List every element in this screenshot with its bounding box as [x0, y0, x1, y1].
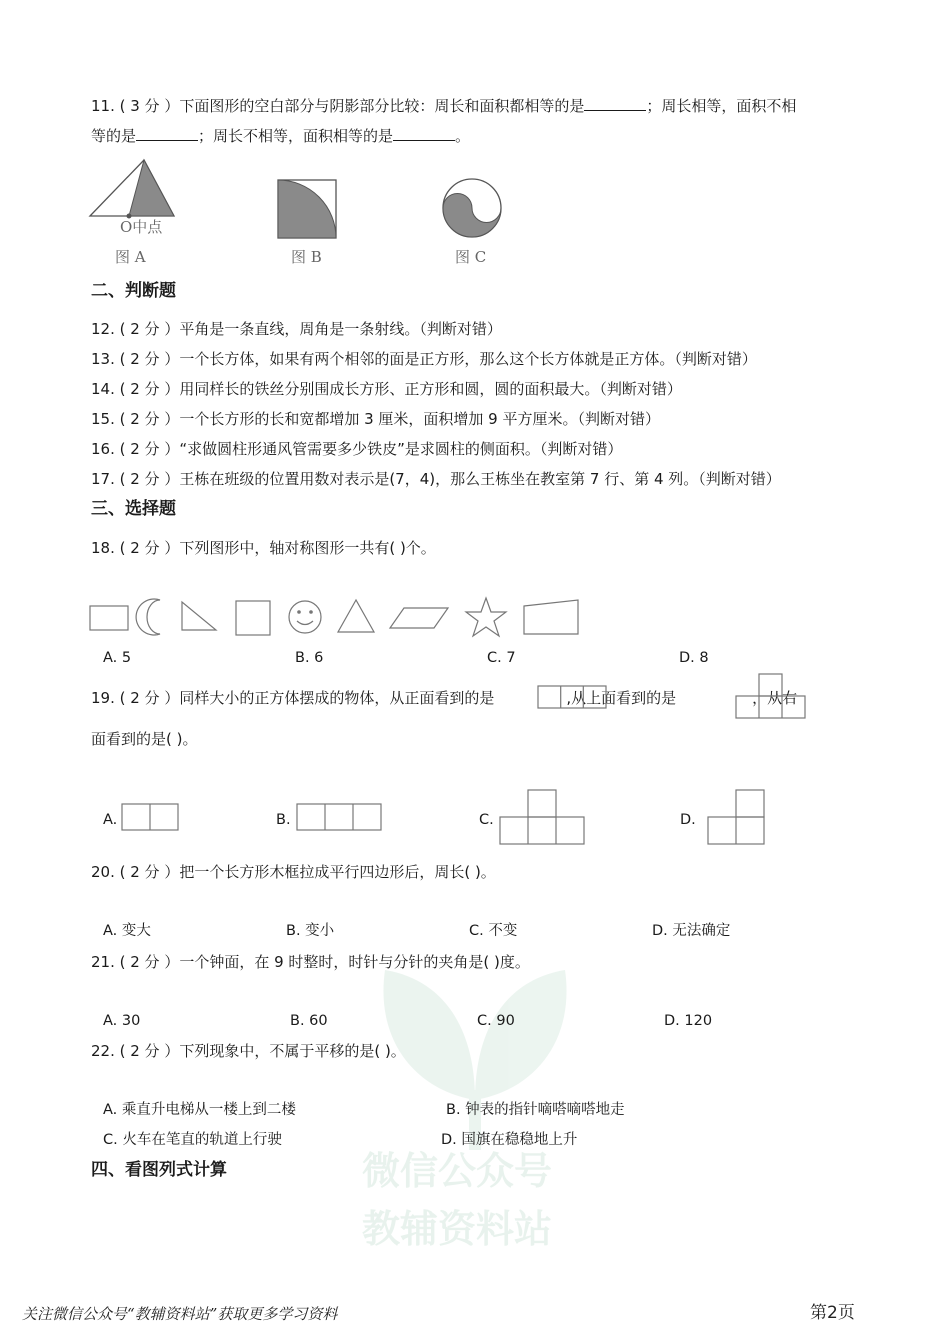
section-3-title: 三、选择题 [91, 499, 176, 519]
q21-option-b[interactable]: B. 60 [290, 1013, 328, 1029]
trapezoid-shape [524, 600, 578, 634]
q18-option-b[interactable]: B. 6 [295, 650, 324, 666]
rectangle-shape [90, 606, 128, 630]
q19-top-view [736, 674, 806, 720]
smiley-shape [289, 601, 321, 633]
q19-option-c-figure [500, 790, 586, 846]
q18-option-a[interactable]: A. 5 [103, 650, 132, 666]
q20-option-b[interactable]: B. 变小 [286, 923, 335, 939]
figure-c-label: 图 C [455, 248, 487, 266]
q11-blank-1 [584, 96, 646, 111]
question-20: 20. ( 2 分 ）把一个长方形木框拉成平行四边形后，周长( )。 [91, 863, 496, 881]
question-18: 18. ( 2 分 ）下列图形中，轴对称图形一共有( )个。 [91, 539, 436, 557]
question-14: 14. ( 2 分 ）用同样长的铁丝分别围成长方形、正方形和圆，圆的面积最大。（判断对错） [91, 380, 682, 398]
q19-front-view [538, 686, 608, 710]
question-16: 16. ( 2 分 ）“求做圆柱形通风管需要多少铁皮”是求圆柱的侧面积。（判断对错） [91, 440, 623, 458]
watermark-text-2: 教辅资料站 [362, 1207, 553, 1251]
q11-line-1: 11. ( 3 分 ）下面图形的空白部分与阴影部分比较：周长和面积都相等的是 ；周长相等，面积不相 [91, 97, 797, 115]
q11-blank-3 [393, 126, 455, 141]
figure-a-point-label: O中点 [120, 218, 163, 236]
watermark-text-1: 微信公众号 [362, 1149, 553, 1193]
question-21: 21. ( 2 分 ）一个钟面，在 9 时整时，时针与分针的夹角是( )度。 [91, 953, 530, 971]
figure-a-label: 图 A [115, 248, 146, 266]
q18-option-d[interactable]: D. 8 [679, 650, 709, 666]
q21-option-d[interactable]: D. 120 [664, 1013, 713, 1029]
figure-b-label: 图 B [291, 248, 322, 266]
q11-line-2: 等的是 ；周长不相等，面积相等的是 。 [91, 127, 471, 145]
q19-option-b-figure [297, 804, 383, 832]
q22-option-c[interactable]: C. 火车在笔直的轨道上行驶 [103, 1132, 282, 1148]
q22-option-d[interactable]: D. 国旗在稳稳地上升 [441, 1132, 578, 1148]
question-15: 15. ( 2 分 ）一个长方形的长和宽都增加 3 厘米，面积增加 9 平方厘米。（判断对错） [91, 410, 660, 428]
question-12: 12. ( 2 分 ）平角是一条直线，周角是一条射线。（判断对错） [91, 320, 502, 338]
q19-option-a[interactable]: A. [103, 812, 118, 828]
q19-line-1: 19. ( 2 分 ）同样大小的正方体摆成的物体，从正面看到的是 ,从上面看到的是 ，从右 [91, 689, 798, 707]
figure-b-quarter-circle [278, 180, 336, 238]
q22-option-a[interactable]: A. 乘直升电梯从一楼上到二楼 [103, 1102, 296, 1118]
q20-option-c[interactable]: C. 不变 [469, 923, 518, 939]
question-13: 13. ( 2 分 ）一个长方体，如果有两个相邻的面是正方形，那么这个长方体就是正方体。（判断对错） [91, 350, 757, 368]
right-triangle-shape [182, 602, 216, 630]
q22-option-b[interactable]: B. 钟表的指针嘀嗒嘀嗒地走 [446, 1102, 625, 1118]
crescent-shape [136, 599, 160, 635]
q11-blank-2 [136, 126, 198, 141]
question-17: 17. ( 2 分 ）王栋在班级的位置用数对表示是(7，4)，那么王栋坐在教室第 7 行、第 4 列。（判断对错） [91, 470, 781, 488]
figure-a [90, 158, 180, 220]
star-shape [466, 598, 506, 636]
q19-option-a-figure [122, 804, 180, 832]
q21-option-c[interactable]: C. 90 [477, 1013, 515, 1029]
section-4-title: 四、看图列式计算 [91, 1160, 227, 1180]
q18-option-c[interactable]: C. 7 [487, 650, 516, 666]
q19-option-b[interactable]: B. [276, 812, 291, 828]
q19-option-d-figure [708, 790, 768, 846]
footer-promo: 关注微信公众号“教辅资料站”获取更多学习资料 [22, 1305, 338, 1323]
figure-c [442, 178, 504, 240]
parallelogram-shape [390, 608, 448, 628]
q18-shapes [88, 596, 583, 640]
q21-option-a[interactable]: A. 30 [103, 1013, 141, 1029]
figure-b [278, 180, 338, 240]
q20-option-d[interactable]: D. 无法确定 [652, 923, 731, 939]
square-shape [236, 601, 270, 635]
question-22: 22. ( 2 分 ）下列现象中，不属于平移的是( )。 [91, 1042, 406, 1060]
section-2-title: 二、判断题 [91, 281, 176, 301]
page-number: 第2页 [810, 1303, 855, 1323]
q19-option-d[interactable]: D. [680, 812, 696, 828]
q19-line-2: 面看到的是( )。 [91, 730, 198, 748]
q19-option-c[interactable]: C. [479, 812, 494, 828]
q20-option-a[interactable]: A. 变大 [103, 923, 151, 939]
triangle-shape [338, 600, 374, 632]
